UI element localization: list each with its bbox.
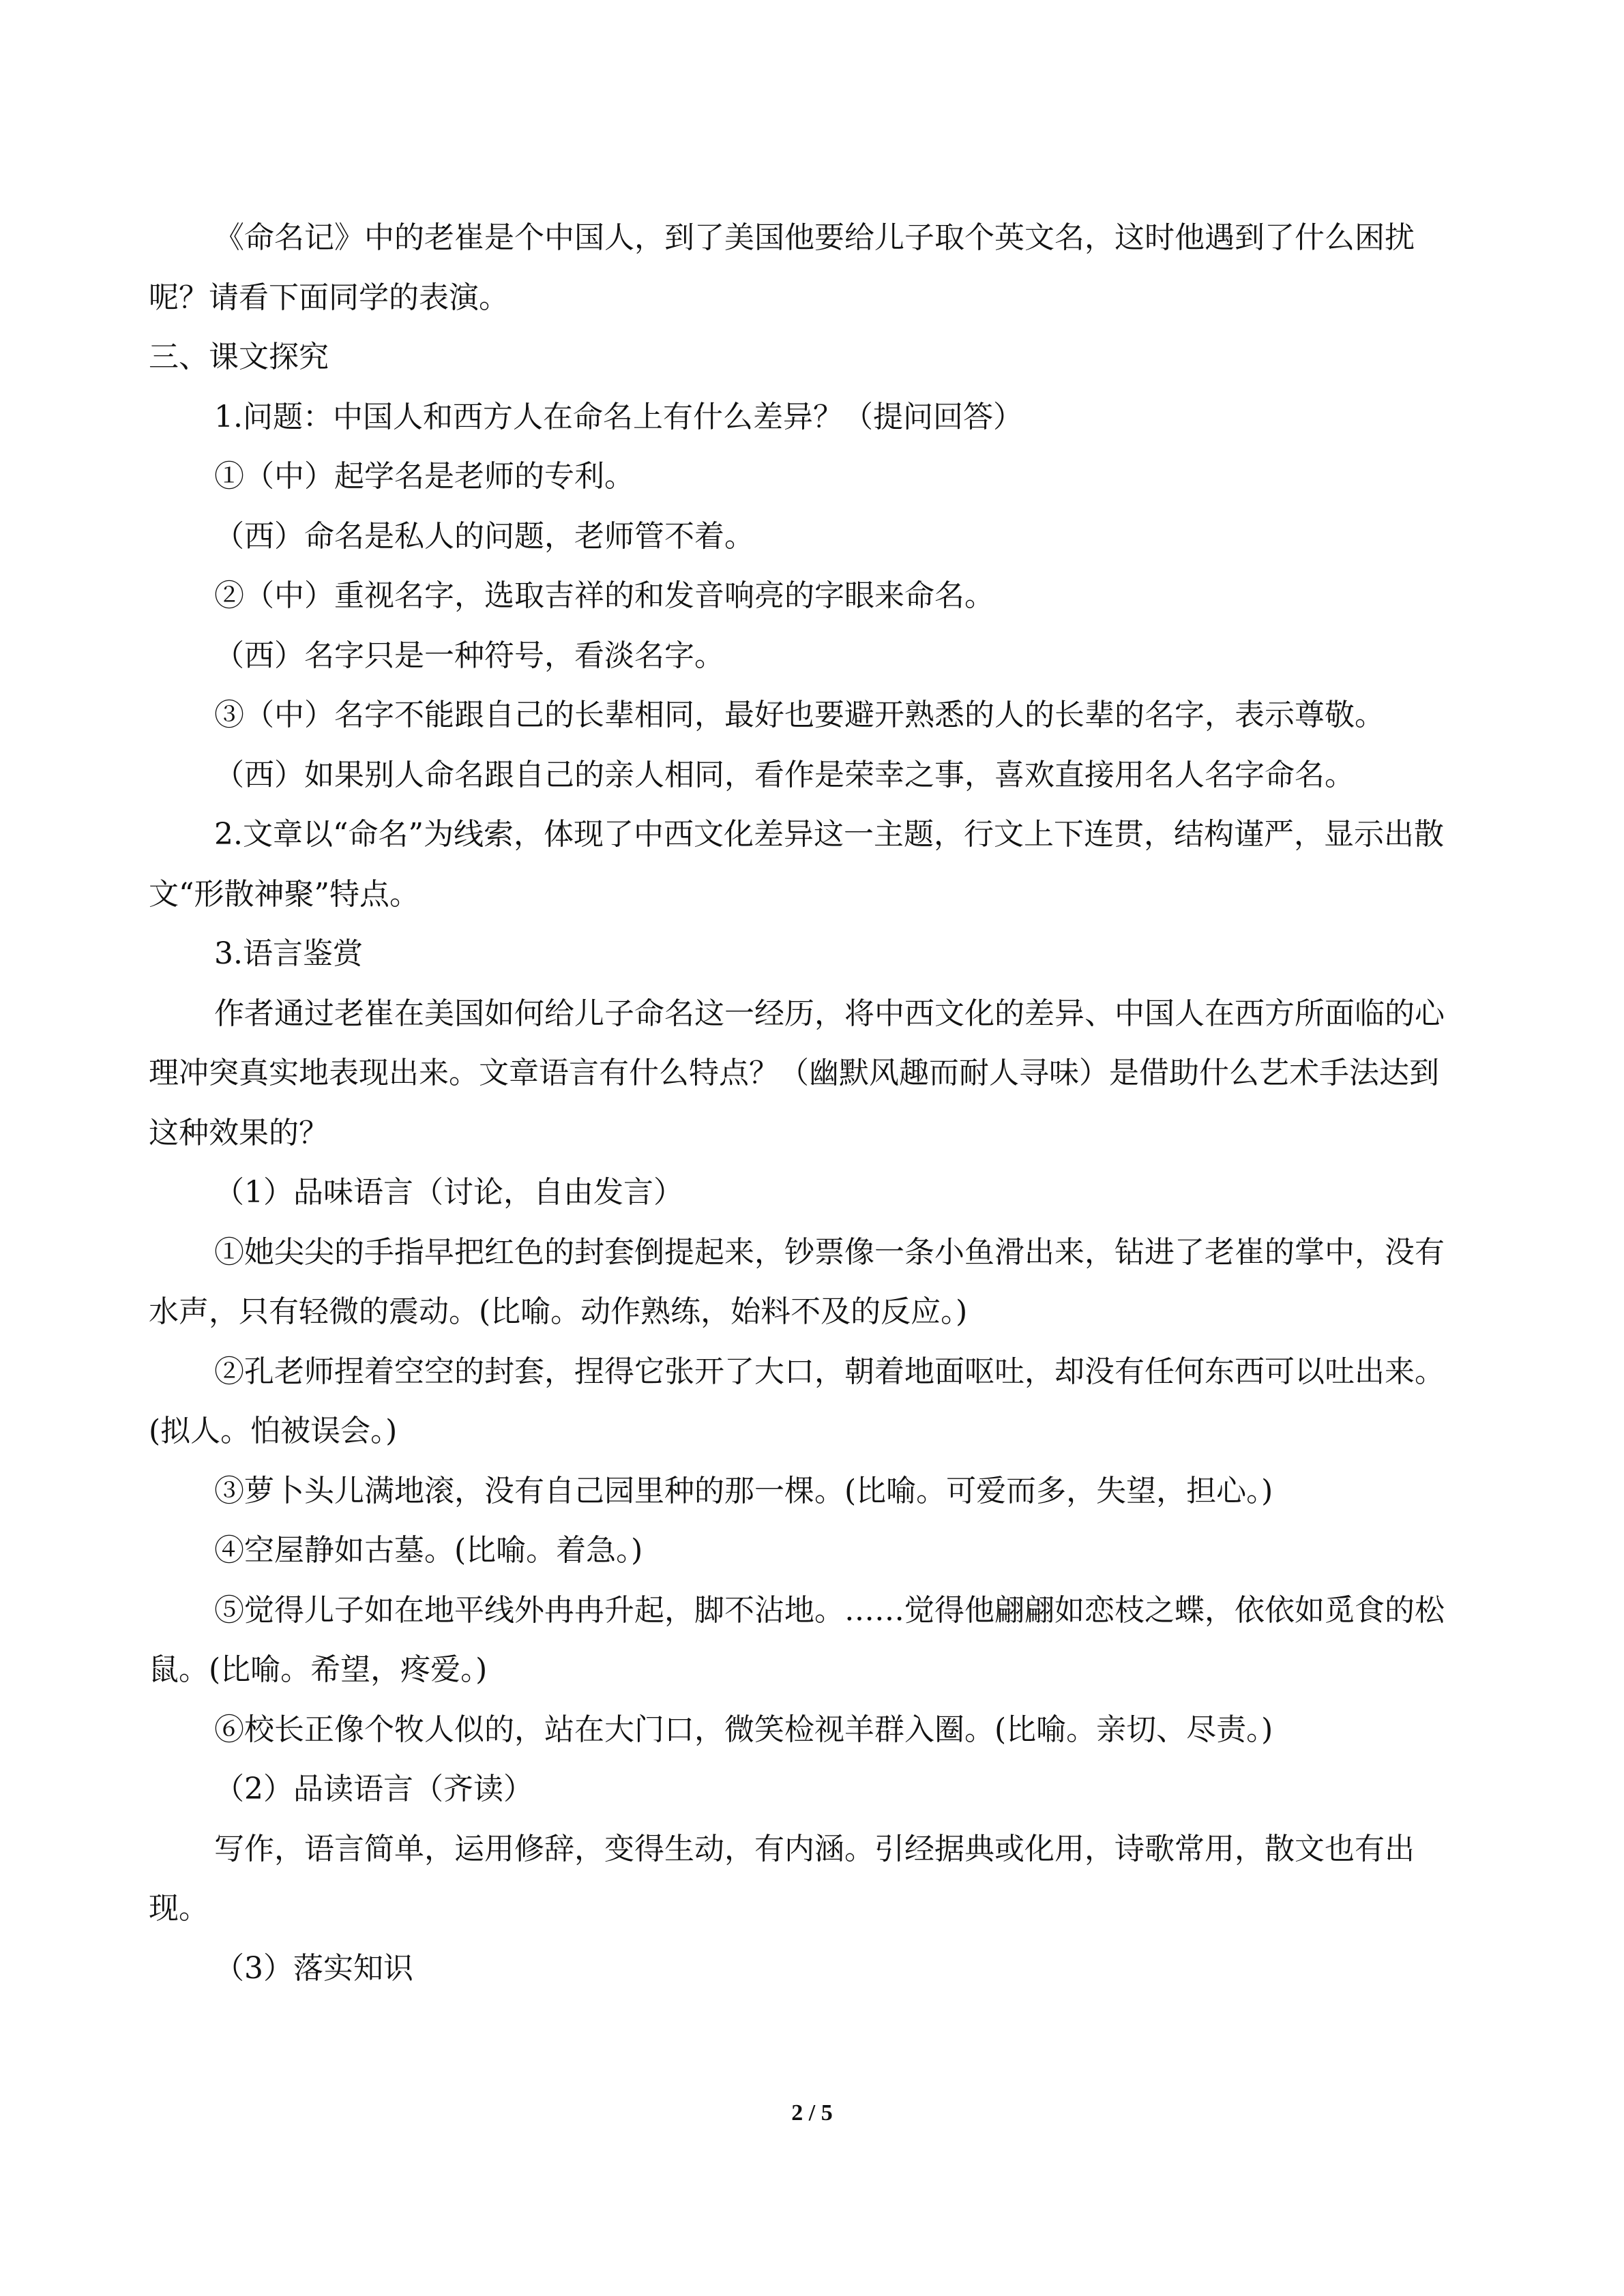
section-heading-3: 三、课文探究 <box>149 340 329 374</box>
diff-2-west: （西）名字只是一种符号，看淡名字。 <box>214 638 724 673</box>
reading-note: 写作，语言简单，运用修辞，变得生动，有内涵。引经据典或化用，诗歌常用，散文也有出现。 <box>149 1831 1415 1926</box>
body-text <box>149 208 1458 1998</box>
example-6: ⑥校长正像个牧人似的，站在大门口，微笑检视羊群入圈。(比喻。亲切、尽责。) <box>214 1712 1273 1747</box>
diff-2-china: ②（中）重视名字，选取吉祥的和发音响亮的字眼来命名。 <box>214 578 994 613</box>
point-2: 2.文章以“命名”为线索，体现了中西文化差异这一主题，行文上下连贯，结构谨严，显示出散文“形散神聚”特点。 <box>149 817 1444 912</box>
point-3-heading: 3.语言鉴赏 <box>214 936 363 971</box>
subheading-2: （2）品读语言（齐读） <box>214 1772 533 1806</box>
example-1: ①她尖尖的手指早把红色的封套倒提起来，钞票像一条小鱼滑出来，钻进了老崔的掌中，没有水声，只有轻微的震动。(比喻。动作熟练，始料不及的反应。) <box>149 1234 1445 1329</box>
paragraph-intro: 《命名记》中的老崔是个中国人，到了美国他要给儿子取个英文名，这时他遇到了什么困扰呢？请看下面同学的表演。 <box>149 220 1415 315</box>
example-2: ②孔老师捏着空空的封套，捏得它张开了大口，朝着地面呕吐，却没有任何东西可以吐出来。(拟人。怕被误会。) <box>149 1354 1445 1448</box>
example-4: ④空屋静如古墓。(比喻。着急。) <box>214 1533 643 1568</box>
diff-3-china: ③（中）名字不能跟自己的长辈相同，最好也要避开熟悉的人的长辈的名字，表示尊敬。 <box>214 698 1385 732</box>
example-5: ⑤觉得儿子如在地平线外冉冉升起，脚不沾地。……觉得他翩翩如恋枝之蝶，依依如觅食的松鼠。(比喻。希望，疼爱。) <box>149 1592 1445 1687</box>
diff-1-west: （西）命名是私人的问题，老师管不着。 <box>214 518 754 554</box>
language-intro: 作者通过老崔在美国如何给儿子命名这一经历，将中西文化的差异、中国人在西方所面临的心理冲突真实地表现出来。文章语言有什么特点？（幽默风趣而耐人寻味）是借助什么艺术手法达到这种效果的？ <box>149 996 1445 1150</box>
diff-1-china: ①（中）起学名是老师的专利。 <box>214 459 634 494</box>
diff-3-west: （西）如果别人命名跟自己的亲人相同，看作是荣幸之事，喜欢直接用名人名字命名。 <box>214 757 1355 792</box>
page-number: 2 / 5 <box>791 2100 833 2126</box>
subheading-1: （1）品味语言（讨论，自由发言） <box>214 1175 683 1210</box>
example-3: ③萝卜头儿满地滚，没有自己园里种的那一棵。(比喻。可爱而多，失望，担心。) <box>214 1473 1273 1508</box>
question-1: 1.问题：中国人和西方人在命名上有什么差异？（提问回答） <box>214 399 1023 434</box>
subheading-3: （3）落实知识 <box>214 1950 413 1986</box>
